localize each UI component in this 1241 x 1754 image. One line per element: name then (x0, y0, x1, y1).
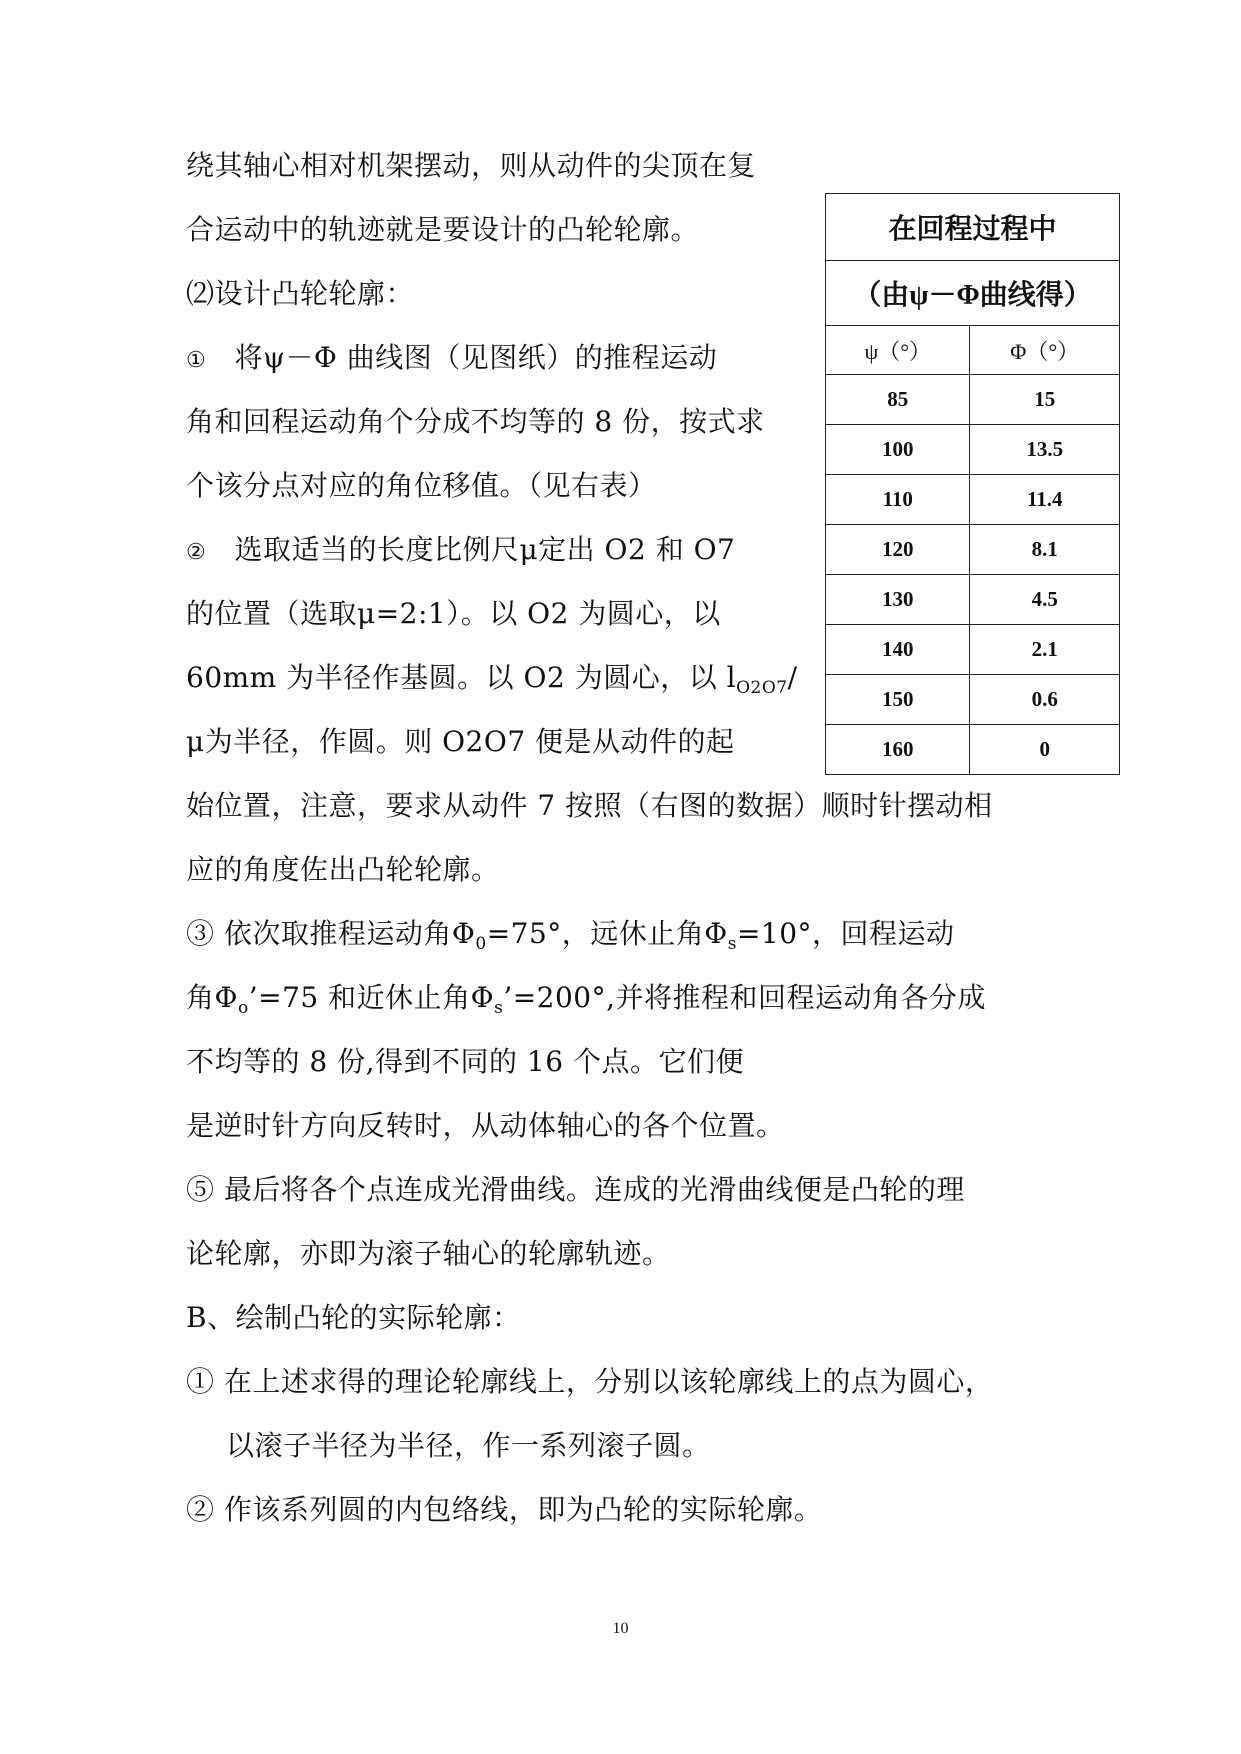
psi-cell: 150 (826, 675, 970, 725)
text-line: ① 在上述求得的理论轮廓线上，分别以该轮廓线上的点为圆心， (186, 1365, 994, 1398)
text-line: 是逆时针方向反转时，从动体轴心的各个位置。 (186, 1109, 785, 1142)
text-line: B、绘制凸轮的实际轮廓： (186, 1301, 521, 1334)
table-row (826, 625, 1120, 675)
text-line: 60mm 为半径作基圆。以 O2 为圆心，以 $l_{O2O7}/$ (186, 661, 798, 698)
table-row (826, 675, 1120, 725)
phi-cell: 13.5 (970, 425, 1120, 475)
column-header-phi: Φ（°） (970, 326, 1120, 375)
phi-cell: 0 (970, 725, 1120, 775)
table-row (826, 375, 1120, 425)
psi-cell: 140 (826, 625, 970, 675)
text-line: 以滚子半径为半径，作一系列滚子圆。 (226, 1429, 711, 1462)
text-line: 绕其轴心相对机架摆动，则从动件的尖顶在复 (186, 149, 757, 182)
phi-cell: 4.5 (970, 575, 1120, 625)
phi-cell: 11.4 (970, 475, 1120, 525)
step-marker: ① (186, 348, 207, 373)
phi-cell: 15 (970, 375, 1120, 425)
table-row (826, 575, 1120, 625)
table-row (826, 725, 1120, 775)
column-header-psi: ψ（°） (826, 326, 970, 375)
text-line: ② 作该系列圆的内包络线，即为凸轮的实际轮廓。 (186, 1493, 823, 1526)
text-line: 应的角度佐出凸轮轮廓。 (186, 853, 500, 886)
text-line: 始位置，注意，要求从动件 7 按照（右图的数据）顺时针摆动相 (186, 789, 993, 822)
psi-cell: 110 (826, 475, 970, 525)
text-line: ⑵设计凸轮轮廓： (186, 277, 415, 310)
phi-cell: 2.1 (970, 625, 1120, 675)
text-line: ① 将ψ－Φ 曲线图（见图纸）的推程运动 (186, 338, 717, 381)
phi-cell: 0.6 (970, 675, 1120, 725)
text-line: 论轮廓，亦即为滚子轴心的轮廓轨迹。 (186, 1237, 671, 1270)
table-row (826, 425, 1120, 475)
step-marker: ② (186, 540, 207, 565)
page-number: 10 (612, 1620, 629, 1637)
text-line: 角和回程运动角个分成不均等的 8 份，按式求 (186, 405, 765, 438)
text-line: ⑤ 最后将各个点连成光滑曲线。连成的光滑曲线便是凸轮的理 (186, 1173, 965, 1206)
text-line: 合运动中的轨迹就是要设计的凸轮轮廓。 (186, 213, 700, 246)
phi-cell: 8.1 (970, 525, 1120, 575)
table-title: 在回程过程中 (826, 194, 1120, 261)
table-subtitle: （由ψ－Φ曲线得） (826, 261, 1120, 326)
table-row (826, 525, 1120, 575)
psi-cell: 85 (826, 375, 970, 425)
table-row (826, 475, 1120, 525)
text-line: 不均等的 8 份,得到不同的 16 个点。它们便 (186, 1045, 744, 1078)
return-stroke-table (825, 193, 1120, 775)
psi-cell: 120 (826, 525, 970, 575)
psi-cell: 100 (826, 425, 970, 475)
psi-cell: 160 (826, 725, 970, 775)
text-line: ② 选取适当的长度比例尺μ定出 O2 和 O7 (186, 530, 735, 573)
text-line: μ为半径，作圆。则 O2O7 便是从动件的起 (186, 725, 735, 758)
text-line: ③ 依次取推程运动角$\Phi_0=75^\circ$，远休止角$\Phi_s=10^\circ$，回程运动 (186, 917, 955, 954)
text-line: 个该分点对应的角位移值。（见右表） (186, 469, 657, 502)
text-line: 的位置（选取μ=2:1）。以 O2 为圆心，以 (186, 597, 721, 630)
psi-cell: 130 (826, 575, 970, 625)
text-line: 角$\Phi_o’=75$ 和近休止角$\Phi_s’=200^\circ$,并将推程和回程运动角各分成 (186, 981, 987, 1018)
